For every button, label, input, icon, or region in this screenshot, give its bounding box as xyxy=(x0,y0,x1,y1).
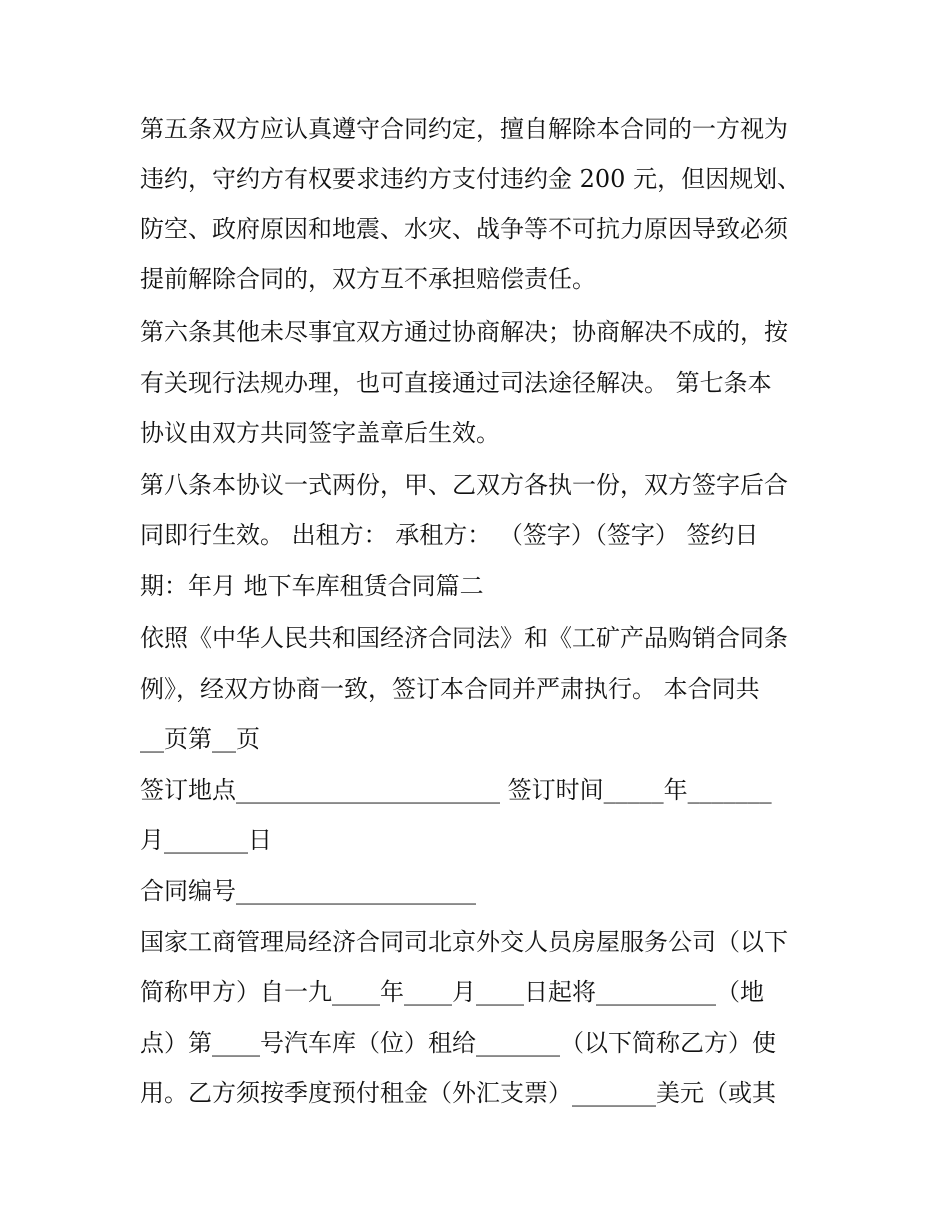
text-line: 例》，经双方协商一致，签订本合同并严肃执行。 本合同共 xyxy=(140,675,760,703)
text-line: 依照《中华人民共和国经济合同法》和《工矿产品购销合同条 xyxy=(140,624,788,652)
text-line: 协议由双方共同签字盖章后生效。 xyxy=(140,419,500,447)
text-line: 第五条双方应认真遵守合同约定，擅自解除本合同的一方视为 xyxy=(140,115,788,143)
text-line: 期：年月 地下车库租赁合同篇二 xyxy=(140,572,484,600)
text-line: 签订地点______________________ 签订时间_____年_______ xyxy=(140,776,772,804)
text-line: 月_______日 xyxy=(140,826,272,854)
text-line: 提前解除合同的，双方互不承担赔偿责任。 xyxy=(140,265,596,293)
text-line: 简称甲方）自一九____年____月____日起将__________（地 xyxy=(140,978,764,1006)
text-line: 第六条其他未尽事宜双方通过协商解决；协商解决不成的，按 xyxy=(140,318,788,346)
text-line: 用。乙方须按季度预付租金（外汇支票）_______美元（或其 xyxy=(140,1079,776,1107)
text-line: 有关现行法规办理，也可直接通过司法途径解决。 第七条本 xyxy=(140,369,772,397)
text-line: 同即行生效。 出租方： 承租方： （签字）（签字） 签约日 xyxy=(140,521,759,549)
text-line: 国家工商管理局经济合同司北京外交人员房屋服务公司（以下 xyxy=(140,928,788,956)
text-line: 防空、政府原因和地震、水灾、战争等不可抗力原因导致必须 xyxy=(140,215,788,243)
text-line: 第八条本协议一式两份，甲、乙双方各执一份，双方签字后合 xyxy=(140,471,788,499)
text-line: 合同编号____________________ xyxy=(140,877,476,905)
text-line: 点）第____号汽车库（位）租给_______（以下简称乙方）使 xyxy=(140,1029,776,1057)
text-line: __页第__页 xyxy=(140,725,260,753)
text-line: 违约，守约方有权要求违约方支付违约金 200 元，但因规划、 xyxy=(140,165,802,193)
